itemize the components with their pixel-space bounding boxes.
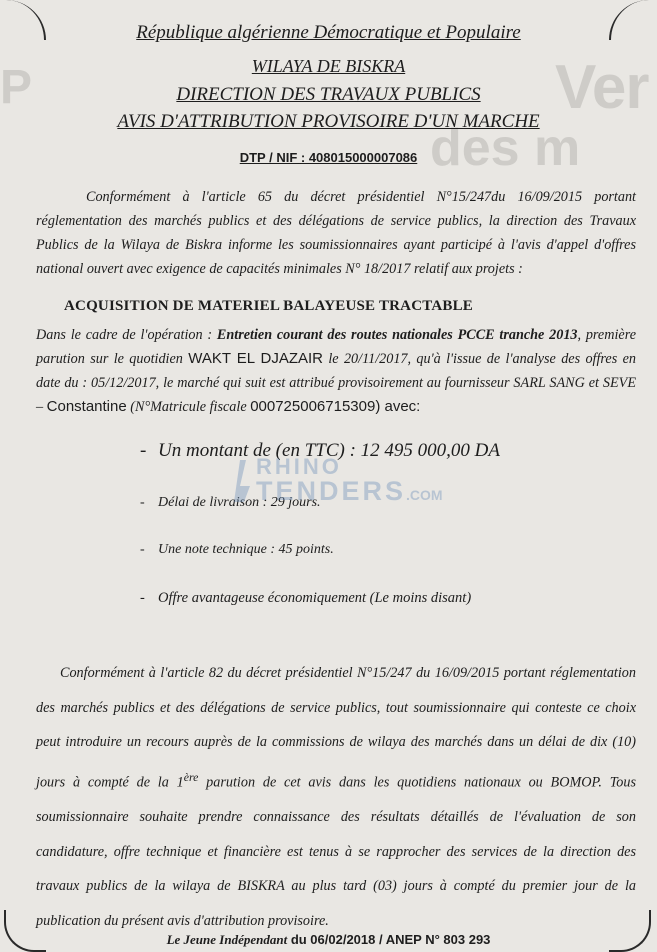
wilaya-heading: WILAYA DE BISKRA	[251, 56, 406, 76]
intro-paragraph: Conformément à l'article 65 du décret présidentiel N°15/247du 16/09/2015 portant réglementation des marchés publics et des délégations de service publics, la direction des Travaux Publics de la Wilaya de Biskra informe les soumissionnaires ayant participé à l'avis d'appel d'offres national ouvert avec exigence de capacités minimales N° 18/2017 relatif aux projets :	[36, 189, 636, 277]
bullet-dash: -	[140, 542, 145, 557]
fiscal-number: 000725006715309	[250, 398, 376, 415]
appeal-text-1: Conformément à l'article 82 du décret présidentiel N°15/247 du 16/09/2015 portant réglementation des marchés publics et des délégations de service publics, tout soumissionnaire qui conteste ce choix peut introduire un recours auprès de la commissions de wilaya des marchés dans un délai de dix (10) jours à compté de la 1	[36, 665, 636, 791]
publication-footer	[0, 932, 657, 948]
bullet-dash: -	[140, 495, 145, 510]
amount-text: Un montant de (en TTC) : 12 495 000,00 DA	[158, 440, 500, 461]
operation-text-4: (N°Matricule fiscale	[126, 399, 251, 415]
city-name: Constantine	[46, 398, 127, 415]
watermark-suffix: .COM	[406, 487, 443, 503]
offer-text: Offre avantageuse économiquement (Le moins disant)	[158, 590, 472, 606]
republic-heading: République algérienne Démocratique et Populaire	[136, 22, 521, 43]
delay-text: Délai de livraison : 29 jours.	[158, 495, 321, 510]
watermark-line1: RHINO	[256, 454, 342, 479]
reference-number: DTP / NIF : 408015000007086	[239, 150, 418, 165]
bullet-offer	[140, 590, 471, 607]
technical-note-text: Une note technique : 45 points.	[158, 542, 334, 557]
operation-text-3: le 20/11/2017, qu'à l'issue de l'analyse des offres en date du : 05/12/2017, le marché qui suit est attribué provisoirement au fournisseur SARL SANG et SEVE –	[36, 351, 636, 415]
background-bleed-text: Ver	[555, 53, 649, 122]
operation-text-2: , première parution sur le quotidien	[36, 327, 637, 367]
notice-title: AVIS D'ATTRIBUTION PROVISOIRE D'UN MARCHE	[117, 111, 540, 132]
operation-text-1: Dans le cadre de l'opération :	[36, 327, 217, 343]
rhino-logo-icon	[228, 456, 258, 506]
watermark-tenders: TENDERS	[256, 476, 407, 506]
watermark-line2	[256, 476, 443, 507]
operation-paragraph	[36, 323, 636, 419]
operation-text-5: ) avec:	[375, 398, 421, 415]
background-bleed-text-3: P	[0, 61, 33, 114]
rhino-tenders-watermark	[228, 452, 468, 512]
appeal-superscript: ère	[183, 769, 199, 784]
bullet-technical-note	[140, 542, 334, 558]
bullet-dash: -	[140, 440, 147, 461]
operation-name: Entretien courant des routes nationales PCCE tranche 2013	[216, 327, 578, 343]
direction-heading: DIRECTION DES TRAVAUX PUBLICS	[176, 84, 481, 105]
background-bleed-text-2: des m	[430, 119, 581, 177]
appeal-text-2: parution de cet avis dans les quotidiens nationaux ou BOMOP. Tous soumissionnaire souhaite prendre connaissance des résultats détaillés de l'évaluation de son candidature, offre technique et financière est tenus à se rapprocher des services de la direction des travaux publics de la wilaya de BISKRA au plus tard (03) jours à compté du premier jour de la publication du présent avis d'attribution provisoire.	[36, 774, 636, 929]
appeal-paragraph	[36, 656, 636, 938]
publication-name: Le Jeune Indépendant	[166, 932, 288, 947]
project-title: ACQUISITION DE MATERIEL BALAYEUSE TRACTABLE	[64, 298, 473, 314]
publication-details: du 06/02/2018 / ANEP N° 803 293	[287, 932, 491, 947]
newspaper-name: WAKT EL DJAZAIR	[188, 350, 323, 367]
bullet-dash: -	[140, 590, 145, 606]
